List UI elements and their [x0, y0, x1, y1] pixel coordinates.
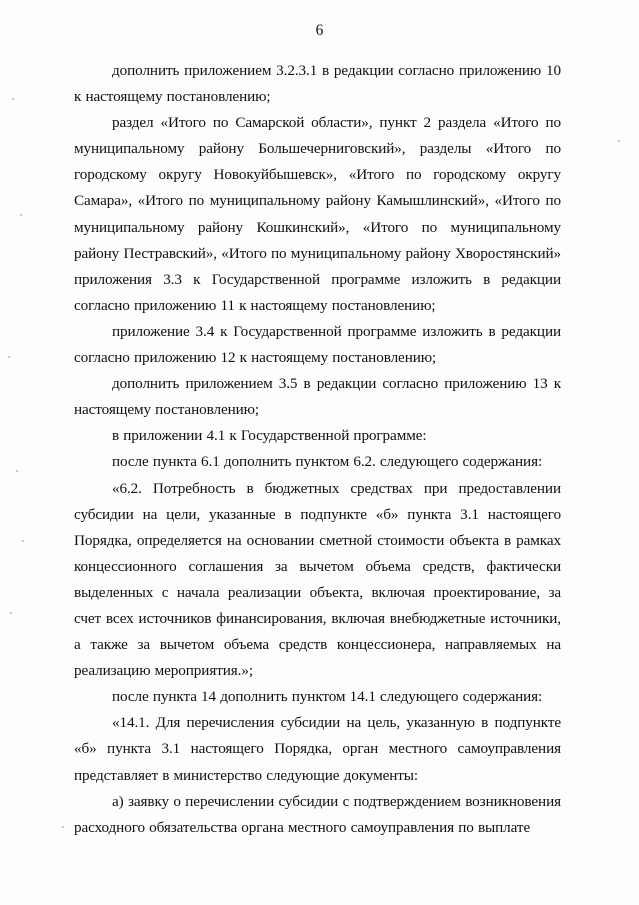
paragraph-after-14: после пункта 14 дополнить пунктом 14.1 следующего содержания:: [112, 688, 543, 706]
scan-speck: [12, 98, 14, 100]
scan-speck: [618, 140, 620, 142]
paragraph-after-6-1: после пункта 6.1 дополнить пунктом 6.2. следующего содержания:: [112, 453, 543, 471]
page-number: 6: [315, 22, 324, 39]
paragraph-appendix-3-5: дополнить приложением 3.5 в редакции согласно приложению 13 к настоящему постановлению;: [74, 375, 561, 419]
scan-speck: [22, 540, 24, 542]
paragraph-appendix-4-1: в приложении 4.1 к Государственной программе:: [112, 427, 427, 445]
paragraph-appendix-3-4: приложение 3.4 к Государственной программе изложить в редакции согласно приложению 12 к настоящему постановлению;: [74, 322, 561, 367]
scan-speck: [16, 470, 18, 472]
paragraph-item-6-2: «6.2. Потребность в бюджетных средствах при предоставлении субсидии на цели, указанные в подпункте «б» пункта 3.1 настоящего Порядка, определяется на основании сметной стоимости объекта в рамках концессионного соглашения за вычетом объема средств, фактически выделенных с начала реализации объекта, включая проектирование, за счет всех источников финансирования, включая внебюджетные источники, а также за вычетом объема средств концессионера, направляемых на реализацию мероприятия.»;: [74, 479, 561, 680]
scan-speck: [10, 612, 12, 614]
paragraph-item-a: а) заявку о перечислении субсидии с подтверждением возникновения расходного обязательства органа местного самоуправления по выплате: [74, 792, 561, 836]
scan-speck: [20, 214, 22, 216]
paragraph-appendix-3-2-3-1: дополнить приложением 3.2.3.1 в редакции согласно приложению 10 к настоящему постановлению;: [74, 62, 561, 106]
document-body: [74, 58, 561, 841]
paragraph-item-14-1: «14.1. Для перечисления субсидии на цель, указанную в подпункте «б» пункта 3.1 настоящего Порядка, орган местного самоуправления представляет в министерство следующие документы:: [74, 714, 561, 784]
paragraph-section-totals: раздел «Итого по Самарской области», пункт 2 раздела «Итого по муниципальному району Большечерниговский», разделы «Итого по городскому округу Новокуйбышевск», «Итого по городскому округу Самара», «Итого по муниципальному району Камышлинский», «Итого по муниципальному району Кошкинский», «Итого по муниципальному району Пестравский», «Итого по муниципальному району Хворостянский» приложения 3.3 к Государственной программе изложить в редакции согласно приложению 11 к настоящему постановлению;: [74, 114, 561, 314]
scan-speck: [8, 356, 10, 358]
scan-speck: [62, 826, 64, 828]
